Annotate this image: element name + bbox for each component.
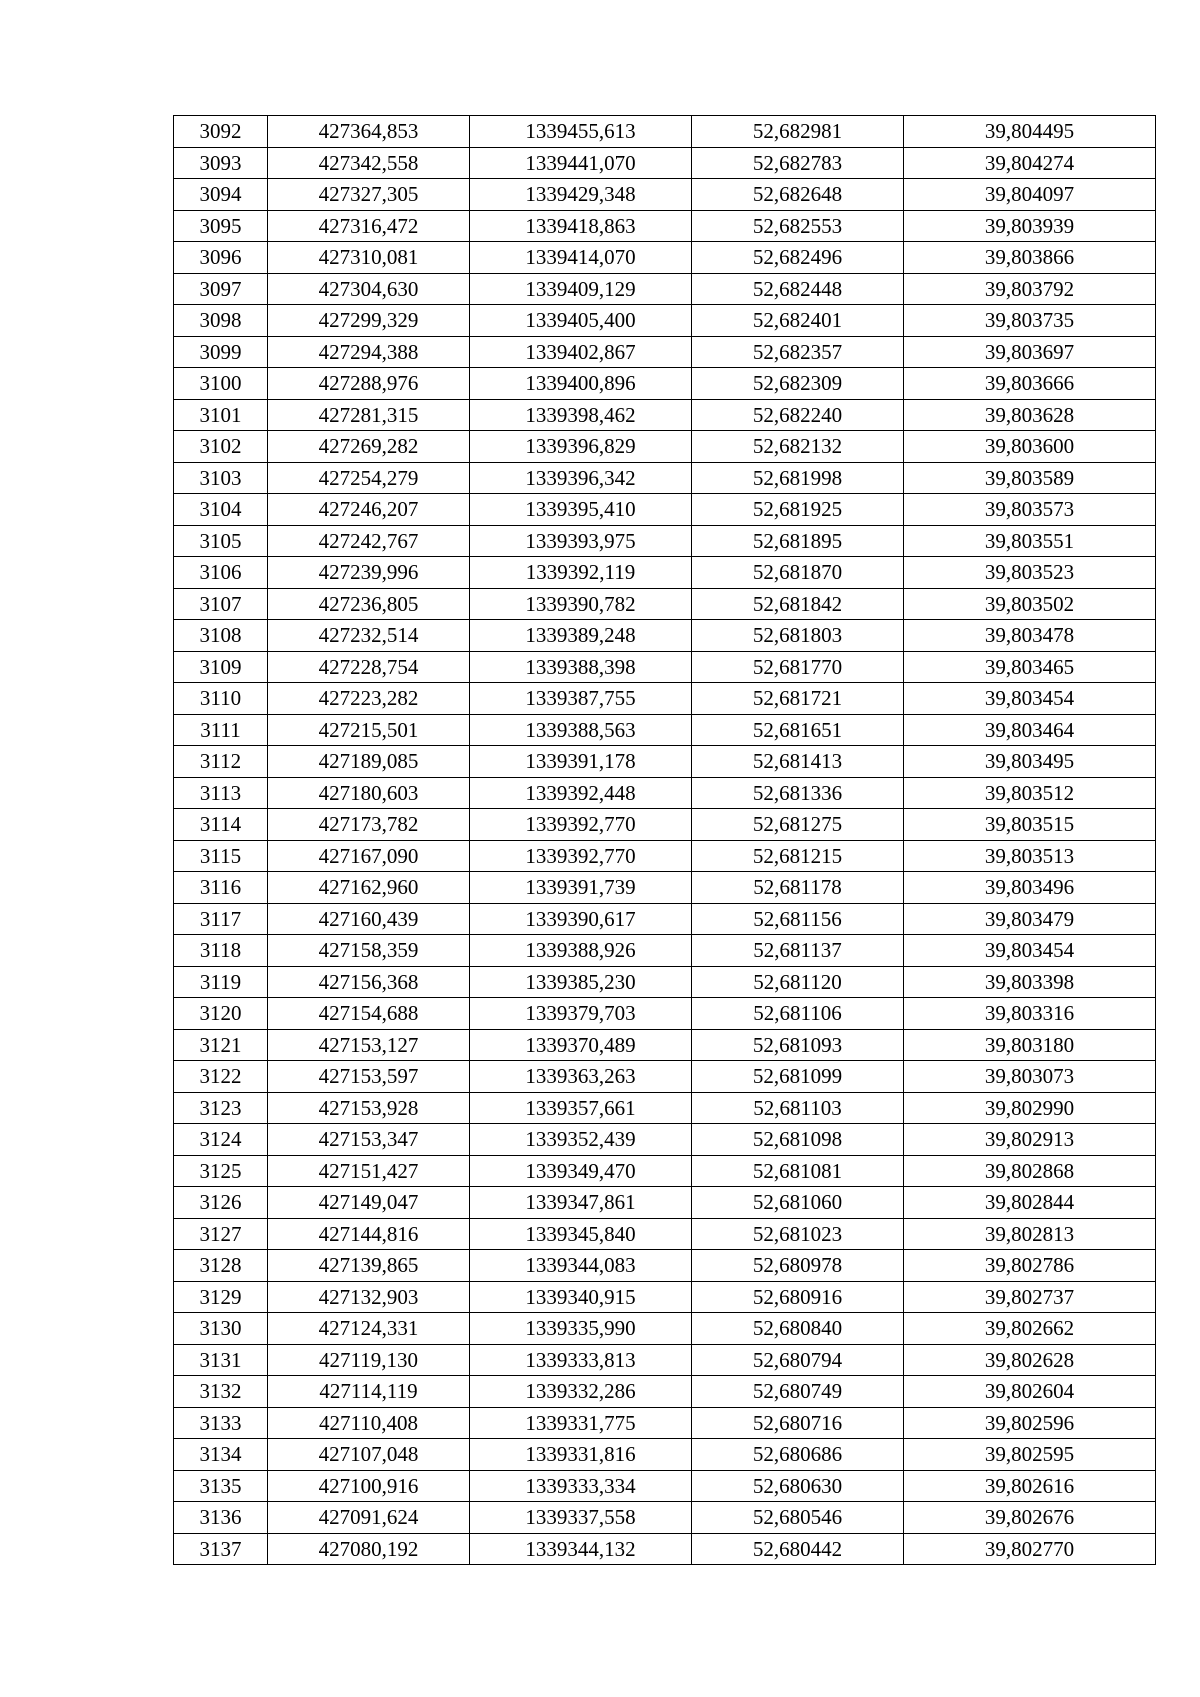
x-coordinate-cell: 427173,782 [268,809,470,841]
point-number-cell: 3123 [174,1092,268,1124]
x-coordinate-cell: 427091,624 [268,1502,470,1534]
table-row [174,336,1156,368]
table-row [174,147,1156,179]
table-row [174,1313,1156,1345]
latitude-cell: 52,682401 [692,305,904,337]
x-coordinate-cell: 427124,331 [268,1313,470,1345]
x-coordinate-cell: 427080,192 [268,1533,470,1565]
point-number-cell: 3099 [174,336,268,368]
y-coordinate-cell: 1339414,070 [470,242,692,274]
y-coordinate-cell: 1339429,348 [470,179,692,211]
x-coordinate-cell: 427153,347 [268,1124,470,1156]
table-row [174,431,1156,463]
latitude-cell: 52,680840 [692,1313,904,1345]
latitude-cell: 52,682648 [692,179,904,211]
table-row [174,368,1156,400]
point-number-cell: 3097 [174,273,268,305]
longitude-cell: 39,803454 [904,935,1156,967]
latitude-cell: 52,681106 [692,998,904,1030]
x-coordinate-cell: 427144,816 [268,1218,470,1250]
longitude-cell: 39,803515 [904,809,1156,841]
table-row [174,557,1156,589]
coordinates-table [173,115,1156,1565]
x-coordinate-cell: 427223,282 [268,683,470,715]
y-coordinate-cell: 1339385,230 [470,966,692,998]
longitude-cell: 39,803628 [904,399,1156,431]
latitude-cell: 52,681099 [692,1061,904,1093]
latitude-cell: 52,682553 [692,210,904,242]
table-row [174,1439,1156,1471]
latitude-cell: 52,681060 [692,1187,904,1219]
latitude-cell: 52,681413 [692,746,904,778]
latitude-cell: 52,681275 [692,809,904,841]
table-row [174,1250,1156,1282]
x-coordinate-cell: 427160,439 [268,903,470,935]
y-coordinate-cell: 1339398,462 [470,399,692,431]
longitude-cell: 39,803523 [904,557,1156,589]
longitude-cell: 39,802595 [904,1439,1156,1471]
x-coordinate-cell: 427119,130 [268,1344,470,1376]
latitude-cell: 52,681998 [692,462,904,494]
table-row [174,494,1156,526]
table-row [174,273,1156,305]
x-coordinate-cell: 427254,279 [268,462,470,494]
latitude-cell: 52,681651 [692,714,904,746]
longitude-cell: 39,803073 [904,1061,1156,1093]
x-coordinate-cell: 427107,048 [268,1439,470,1471]
latitude-cell: 52,680716 [692,1407,904,1439]
x-coordinate-cell: 427342,558 [268,147,470,179]
x-coordinate-cell: 427316,472 [268,210,470,242]
x-coordinate-cell: 427215,501 [268,714,470,746]
y-coordinate-cell: 1339333,334 [470,1470,692,1502]
latitude-cell: 52,682309 [692,368,904,400]
x-coordinate-cell: 427327,305 [268,179,470,211]
point-number-cell: 3105 [174,525,268,557]
x-coordinate-cell: 427162,960 [268,872,470,904]
longitude-cell: 39,803589 [904,462,1156,494]
longitude-cell: 39,802604 [904,1376,1156,1408]
table-row [174,620,1156,652]
longitude-cell: 39,802813 [904,1218,1156,1250]
y-coordinate-cell: 1339352,439 [470,1124,692,1156]
point-number-cell: 3104 [174,494,268,526]
longitude-cell: 39,802676 [904,1502,1156,1534]
table-row [174,872,1156,904]
latitude-cell: 52,682132 [692,431,904,463]
point-number-cell: 3115 [174,840,268,872]
longitude-cell: 39,803496 [904,872,1156,904]
x-coordinate-cell: 427364,853 [268,116,470,148]
longitude-cell: 39,803464 [904,714,1156,746]
x-coordinate-cell: 427149,047 [268,1187,470,1219]
point-number-cell: 3126 [174,1187,268,1219]
y-coordinate-cell: 1339388,926 [470,935,692,967]
table-row [174,1092,1156,1124]
longitude-cell: 39,803465 [904,651,1156,683]
y-coordinate-cell: 1339392,448 [470,777,692,809]
table-row [174,588,1156,620]
x-coordinate-cell: 427167,090 [268,840,470,872]
y-coordinate-cell: 1339349,470 [470,1155,692,1187]
longitude-cell: 39,803502 [904,588,1156,620]
point-number-cell: 3112 [174,746,268,778]
y-coordinate-cell: 1339395,410 [470,494,692,526]
latitude-cell: 52,681081 [692,1155,904,1187]
point-number-cell: 3108 [174,620,268,652]
point-number-cell: 3094 [174,179,268,211]
longitude-cell: 39,803513 [904,840,1156,872]
latitude-cell: 52,680916 [692,1281,904,1313]
y-coordinate-cell: 1339332,286 [470,1376,692,1408]
table-row [174,1218,1156,1250]
longitude-cell: 39,802844 [904,1187,1156,1219]
x-coordinate-cell: 427139,865 [268,1250,470,1282]
table-row [174,777,1156,809]
x-coordinate-cell: 427232,514 [268,620,470,652]
point-number-cell: 3136 [174,1502,268,1534]
y-coordinate-cell: 1339387,755 [470,683,692,715]
table-row [174,746,1156,778]
table-row [174,1155,1156,1187]
longitude-cell: 39,803454 [904,683,1156,715]
table-row [174,305,1156,337]
latitude-cell: 52,681842 [692,588,904,620]
y-coordinate-cell: 1339390,782 [470,588,692,620]
y-coordinate-cell: 1339396,829 [470,431,692,463]
y-coordinate-cell: 1339390,617 [470,903,692,935]
x-coordinate-cell: 427228,754 [268,651,470,683]
table-row [174,683,1156,715]
y-coordinate-cell: 1339344,083 [470,1250,692,1282]
x-coordinate-cell: 427132,903 [268,1281,470,1313]
table-row [174,462,1156,494]
x-coordinate-cell: 427189,085 [268,746,470,778]
point-number-cell: 3101 [174,399,268,431]
longitude-cell: 39,802913 [904,1124,1156,1156]
x-coordinate-cell: 427242,767 [268,525,470,557]
longitude-cell: 39,804274 [904,147,1156,179]
latitude-cell: 52,680630 [692,1470,904,1502]
latitude-cell: 52,681093 [692,1029,904,1061]
y-coordinate-cell: 1339441,070 [470,147,692,179]
x-coordinate-cell: 427281,315 [268,399,470,431]
y-coordinate-cell: 1339389,248 [470,620,692,652]
longitude-cell: 39,804495 [904,116,1156,148]
latitude-cell: 52,682981 [692,116,904,148]
x-coordinate-cell: 427299,329 [268,305,470,337]
y-coordinate-cell: 1339379,703 [470,998,692,1030]
longitude-cell: 39,802868 [904,1155,1156,1187]
latitude-cell: 52,681103 [692,1092,904,1124]
longitude-cell: 39,804097 [904,179,1156,211]
longitude-cell: 39,803735 [904,305,1156,337]
latitude-cell: 52,681178 [692,872,904,904]
longitude-cell: 39,802770 [904,1533,1156,1565]
x-coordinate-cell: 427100,916 [268,1470,470,1502]
y-coordinate-cell: 1339455,613 [470,116,692,148]
y-coordinate-cell: 1339405,400 [470,305,692,337]
latitude-cell: 52,681925 [692,494,904,526]
x-coordinate-cell: 427294,388 [268,336,470,368]
point-number-cell: 3125 [174,1155,268,1187]
x-coordinate-cell: 427239,996 [268,557,470,589]
point-number-cell: 3107 [174,588,268,620]
latitude-cell: 52,682496 [692,242,904,274]
y-coordinate-cell: 1339331,816 [470,1439,692,1471]
y-coordinate-cell: 1339333,813 [470,1344,692,1376]
y-coordinate-cell: 1339363,263 [470,1061,692,1093]
x-coordinate-cell: 427153,127 [268,1029,470,1061]
x-coordinate-cell: 427180,603 [268,777,470,809]
table-row [174,1061,1156,1093]
longitude-cell: 39,802616 [904,1470,1156,1502]
x-coordinate-cell: 427151,427 [268,1155,470,1187]
table-row [174,998,1156,1030]
point-number-cell: 3137 [174,1533,268,1565]
latitude-cell: 52,681870 [692,557,904,589]
point-number-cell: 3127 [174,1218,268,1250]
y-coordinate-cell: 1339402,867 [470,336,692,368]
point-number-cell: 3122 [174,1061,268,1093]
point-number-cell: 3119 [174,966,268,998]
y-coordinate-cell: 1339344,132 [470,1533,692,1565]
y-coordinate-cell: 1339392,770 [470,809,692,841]
y-coordinate-cell: 1339335,990 [470,1313,692,1345]
y-coordinate-cell: 1339400,896 [470,368,692,400]
y-coordinate-cell: 1339388,398 [470,651,692,683]
x-coordinate-cell: 427158,359 [268,935,470,967]
latitude-cell: 52,680442 [692,1533,904,1565]
latitude-cell: 52,681803 [692,620,904,652]
latitude-cell: 52,682783 [692,147,904,179]
y-coordinate-cell: 1339392,770 [470,840,692,872]
table-row [174,1281,1156,1313]
y-coordinate-cell: 1339370,489 [470,1029,692,1061]
latitude-cell: 52,681895 [692,525,904,557]
longitude-cell: 39,803866 [904,242,1156,274]
y-coordinate-cell: 1339391,739 [470,872,692,904]
point-number-cell: 3109 [174,651,268,683]
table-row [174,1187,1156,1219]
longitude-cell: 39,803180 [904,1029,1156,1061]
latitude-cell: 52,681721 [692,683,904,715]
point-number-cell: 3100 [174,368,268,400]
longitude-cell: 39,803495 [904,746,1156,778]
table-row [174,840,1156,872]
x-coordinate-cell: 427310,081 [268,242,470,274]
table-row [174,242,1156,274]
point-number-cell: 3133 [174,1407,268,1439]
longitude-cell: 39,803792 [904,273,1156,305]
point-number-cell: 3096 [174,242,268,274]
table-row [174,210,1156,242]
point-number-cell: 3103 [174,462,268,494]
x-coordinate-cell: 427110,408 [268,1407,470,1439]
longitude-cell: 39,802990 [904,1092,1156,1124]
longitude-cell: 39,803600 [904,431,1156,463]
x-coordinate-cell: 427236,805 [268,588,470,620]
x-coordinate-cell: 427153,597 [268,1061,470,1093]
x-coordinate-cell: 427304,630 [268,273,470,305]
x-coordinate-cell: 427269,282 [268,431,470,463]
y-coordinate-cell: 1339345,840 [470,1218,692,1250]
longitude-cell: 39,802628 [904,1344,1156,1376]
latitude-cell: 52,680546 [692,1502,904,1534]
table-row [174,1407,1156,1439]
table-row [174,1533,1156,1565]
point-number-cell: 3124 [174,1124,268,1156]
latitude-cell: 52,680686 [692,1439,904,1471]
latitude-cell: 52,682240 [692,399,904,431]
point-number-cell: 3132 [174,1376,268,1408]
longitude-cell: 39,803398 [904,966,1156,998]
table-row [174,399,1156,431]
y-coordinate-cell: 1339357,661 [470,1092,692,1124]
point-number-cell: 3102 [174,431,268,463]
point-number-cell: 3114 [174,809,268,841]
table-row [174,1344,1156,1376]
latitude-cell: 52,681023 [692,1218,904,1250]
table-row [174,116,1156,148]
latitude-cell: 52,680794 [692,1344,904,1376]
point-number-cell: 3134 [174,1439,268,1471]
point-number-cell: 3121 [174,1029,268,1061]
point-number-cell: 3092 [174,116,268,148]
point-number-cell: 3098 [174,305,268,337]
point-number-cell: 3117 [174,903,268,935]
point-number-cell: 3130 [174,1313,268,1345]
longitude-cell: 39,803939 [904,210,1156,242]
point-number-cell: 3116 [174,872,268,904]
point-number-cell: 3131 [174,1344,268,1376]
table-row [174,1029,1156,1061]
table-row [174,1124,1156,1156]
table-row [174,1502,1156,1534]
x-coordinate-cell: 427288,976 [268,368,470,400]
y-coordinate-cell: 1339418,863 [470,210,692,242]
table-row [174,935,1156,967]
table-row [174,1376,1156,1408]
longitude-cell: 39,802786 [904,1250,1156,1282]
point-number-cell: 3129 [174,1281,268,1313]
x-coordinate-cell: 427246,207 [268,494,470,526]
longitude-cell: 39,803316 [904,998,1156,1030]
y-coordinate-cell: 1339347,861 [470,1187,692,1219]
longitude-cell: 39,803479 [904,903,1156,935]
longitude-cell: 39,803478 [904,620,1156,652]
latitude-cell: 52,681770 [692,651,904,683]
longitude-cell: 39,803697 [904,336,1156,368]
x-coordinate-cell: 427156,368 [268,966,470,998]
longitude-cell: 39,803666 [904,368,1156,400]
point-number-cell: 3120 [174,998,268,1030]
table-row [174,966,1156,998]
longitude-cell: 39,802596 [904,1407,1156,1439]
point-number-cell: 3093 [174,147,268,179]
table-row [174,525,1156,557]
y-coordinate-cell: 1339392,119 [470,557,692,589]
table-row [174,1470,1156,1502]
y-coordinate-cell: 1339409,129 [470,273,692,305]
latitude-cell: 52,681156 [692,903,904,935]
table-row [174,651,1156,683]
latitude-cell: 52,681137 [692,935,904,967]
longitude-cell: 39,802662 [904,1313,1156,1345]
longitude-cell: 39,803551 [904,525,1156,557]
y-coordinate-cell: 1339391,178 [470,746,692,778]
table-row [174,714,1156,746]
point-number-cell: 3135 [174,1470,268,1502]
latitude-cell: 52,680749 [692,1376,904,1408]
table-row [174,809,1156,841]
latitude-cell: 52,681098 [692,1124,904,1156]
latitude-cell: 52,680978 [692,1250,904,1282]
point-number-cell: 3118 [174,935,268,967]
x-coordinate-cell: 427114,119 [268,1376,470,1408]
x-coordinate-cell: 427153,928 [268,1092,470,1124]
point-number-cell: 3095 [174,210,268,242]
table-row [174,179,1156,211]
point-number-cell: 3113 [174,777,268,809]
latitude-cell: 52,681215 [692,840,904,872]
y-coordinate-cell: 1339340,915 [470,1281,692,1313]
point-number-cell: 3128 [174,1250,268,1282]
point-number-cell: 3110 [174,683,268,715]
point-number-cell: 3106 [174,557,268,589]
coordinates-table-body [174,116,1156,1565]
latitude-cell: 52,682448 [692,273,904,305]
point-number-cell: 3111 [174,714,268,746]
longitude-cell: 39,803573 [904,494,1156,526]
x-coordinate-cell: 427154,688 [268,998,470,1030]
y-coordinate-cell: 1339337,558 [470,1502,692,1534]
latitude-cell: 52,681336 [692,777,904,809]
table-row [174,903,1156,935]
y-coordinate-cell: 1339331,775 [470,1407,692,1439]
latitude-cell: 52,682357 [692,336,904,368]
longitude-cell: 39,802737 [904,1281,1156,1313]
y-coordinate-cell: 1339396,342 [470,462,692,494]
longitude-cell: 39,803512 [904,777,1156,809]
y-coordinate-cell: 1339393,975 [470,525,692,557]
y-coordinate-cell: 1339388,563 [470,714,692,746]
latitude-cell: 52,681120 [692,966,904,998]
